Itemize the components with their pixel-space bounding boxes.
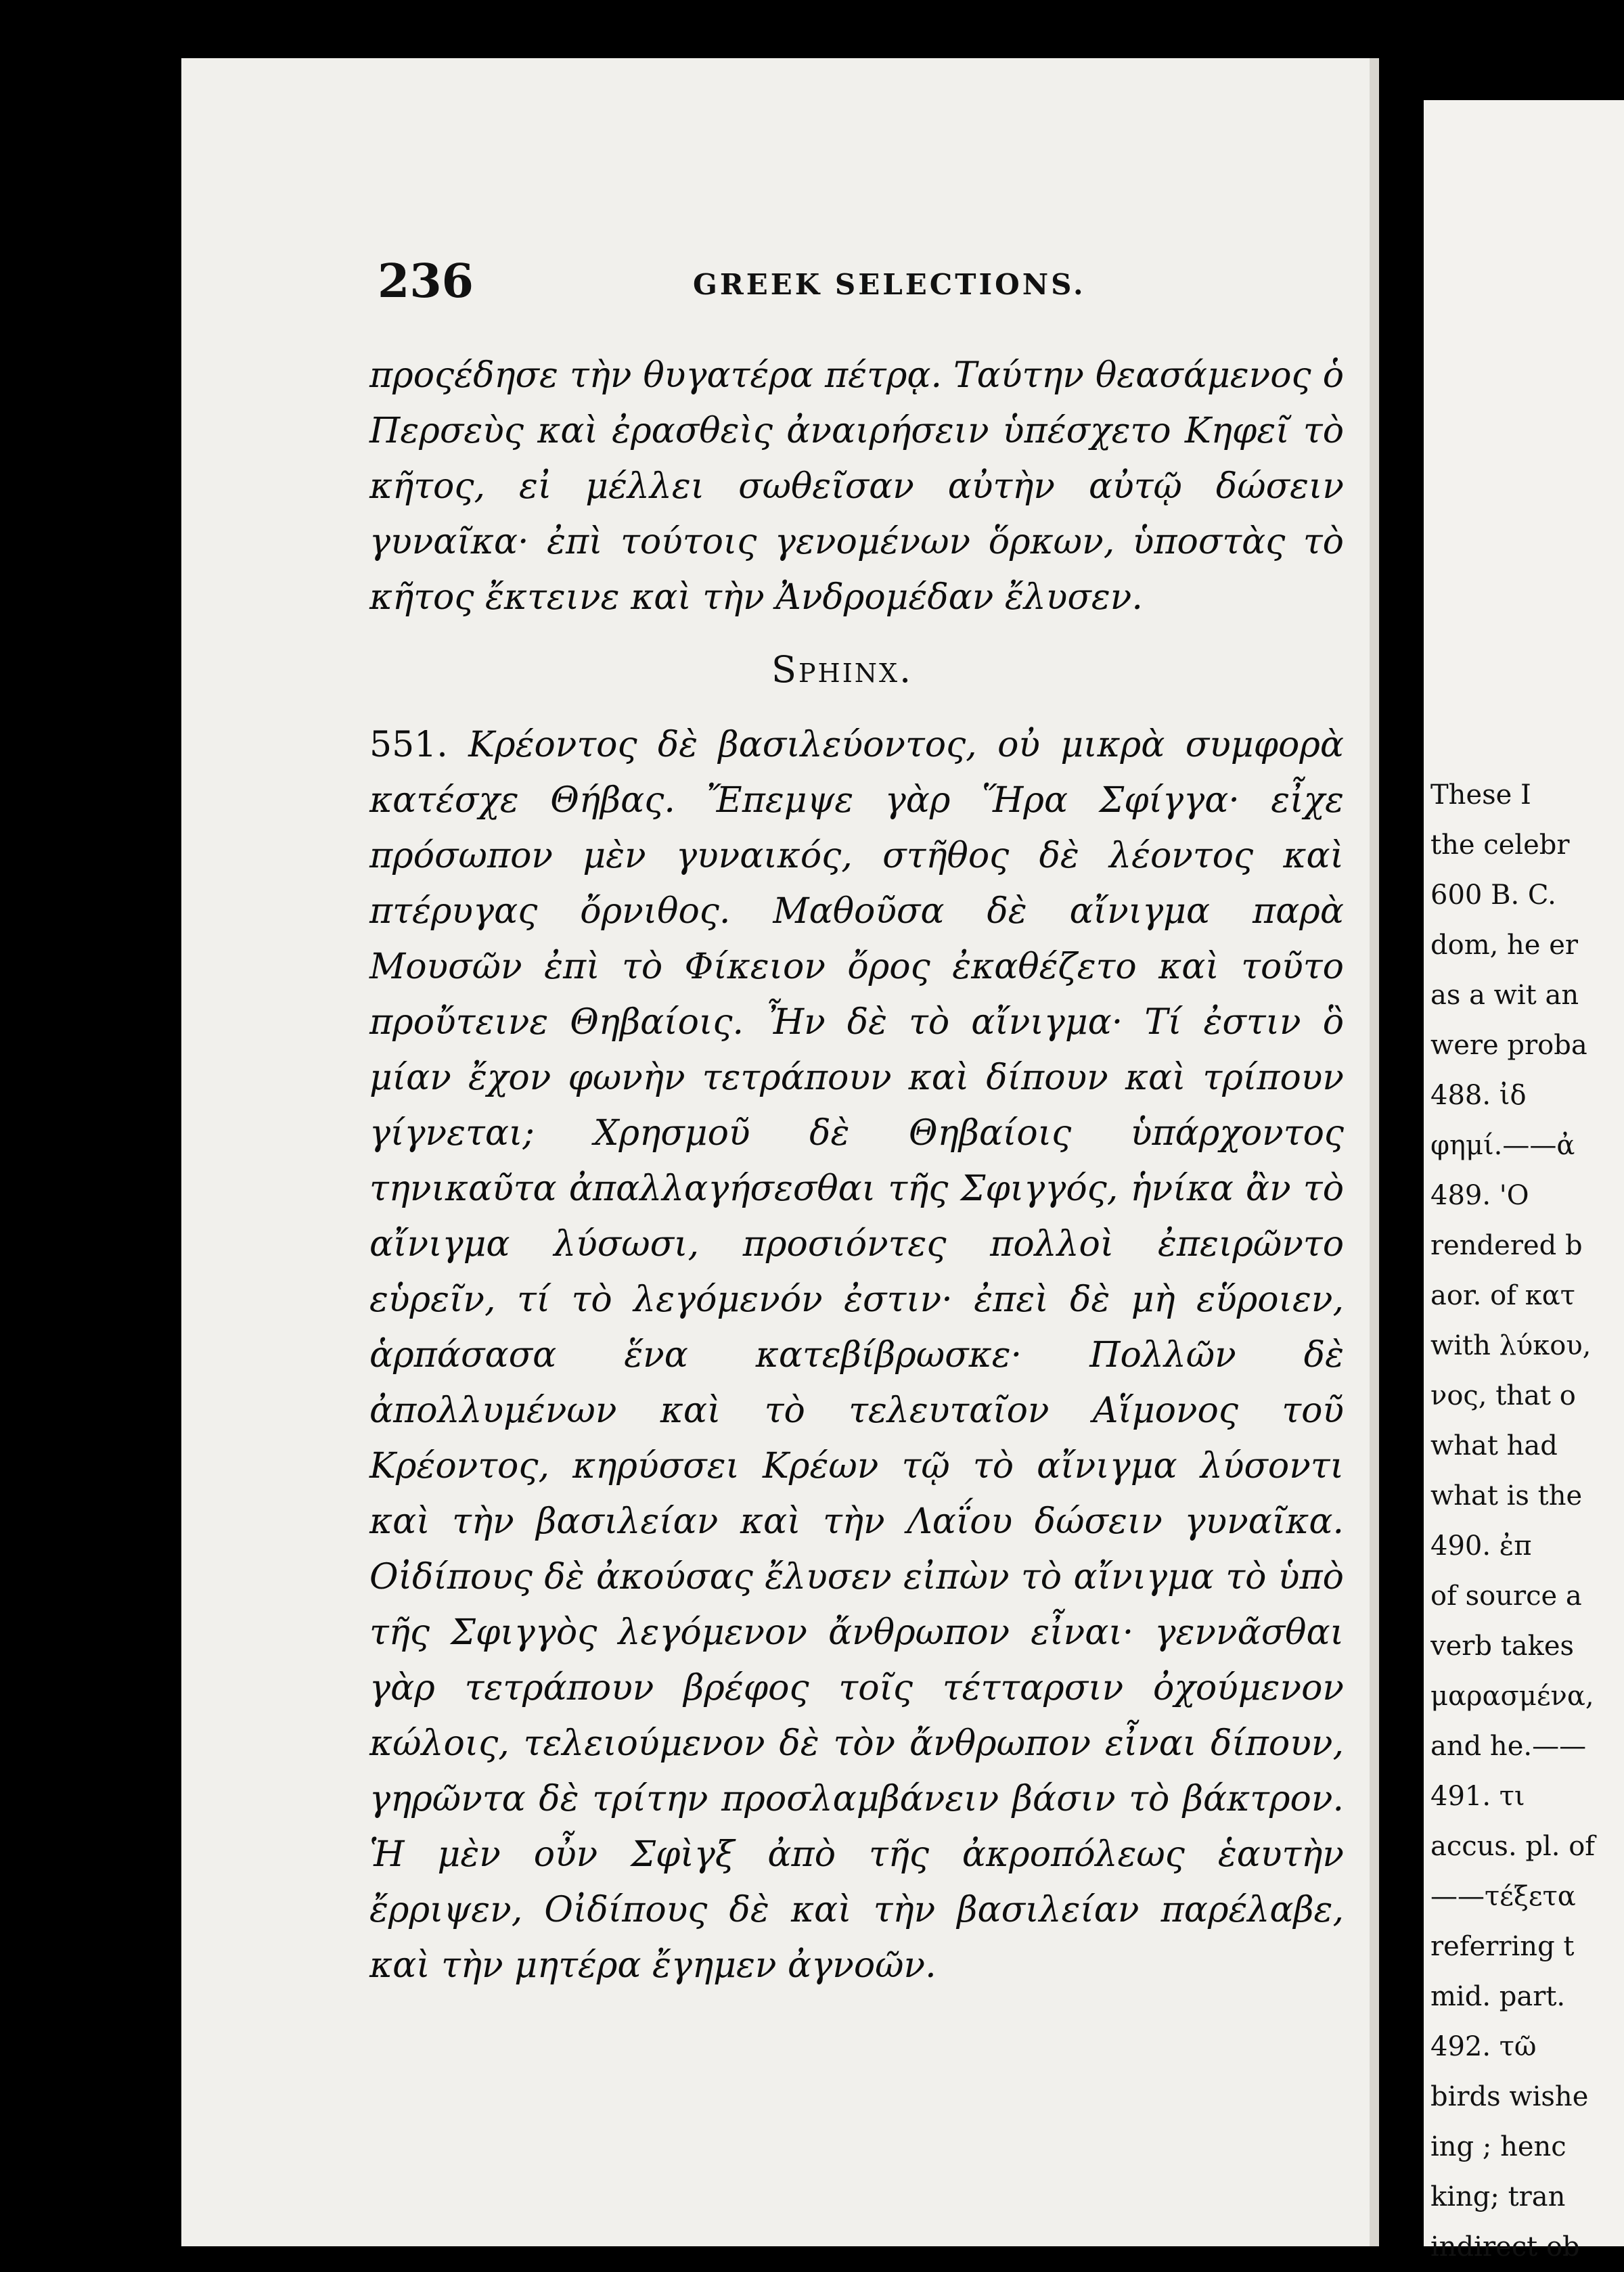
note-line: what is the [1430, 1480, 1583, 1512]
note-line: birds wishe [1430, 2081, 1589, 2112]
note-line: king; tran [1430, 2181, 1566, 2212]
note-line: were proba [1430, 1030, 1587, 1061]
sphinx-text: Κρέοντος δὲ βασιλεύοντος, οὐ μικρὰ συμφορὰ κατέσχε Θήβας. Ἔπεμψε γὰρ Ἥρα Σφίγγα· εἶχε πρόσωπον μὲν γυναικός, στῆθος δὲ λέοντος καὶ πτέρυγας ὄρνιθος. Μαθοῦσα δὲ αἴνιγμα παρὰ Μουσῶν ἐπὶ τὸ Φίκειον ὄρος ἐκαθέζετο καὶ τοῦτο προὔτεινε Θηβαίοις. Ἦν δὲ τὸ αἴνιγμα· Τί ἐστιν ὃ μίαν ἔχον φωνὴν τετράπουν καὶ δίπουν καὶ τρίπουν γίγνεται; Χρησμοῦ δὲ Θηβαίοις ὑπάρχοντος τηνικαῦτα ἀπαλλαγήσεσθαι τῆς Σφιγγός, ἡνίκα ἂν τὸ αἴνιγμα λύσωσι, προσιόντες πολλοὶ ἐπειρῶντο εὑρεῖν, τί τὸ λεγόμενόν ἐστιν· ἐπεὶ δὲ μὴ εὕροιεν, ἁρπάσασα ἕνα κατεβίβρωσκε· Πολλῶν δὲ ἀπολλυμένων καὶ τὸ τελευταῖον Αἵμονος τοῦ Κρέοντος, κηρύσσει Κρέων τῷ τὸ αἴνιγμα λύσοντι καὶ τὴν βασιλείαν καὶ τὴν Λαΐου δώσειν γυναῖκα. Οἰδίπους δὲ ἀκούσας ἔλυσεν εἰπὼν τὸ αἴνιγμα τὸ ὑπὸ τῆς Σφιγγὸς λεγόμενον ἄνθρωπον εἶναι· γεννᾶσθαι γὰρ τετράπουν βρέφος τοῖς τέτταρσιν ὀχούμενον κώλοις, τελειούμενον δὲ τὸν ἄνθρωπον εἶναι δίπουν, γηρῶντα δὲ τρίτην προσλαμβάνειν βάσιν τὸ βάκτρον. Ἡ μὲν οὖν Σφὶγξ ἀπὸ τῆς ἀκροπόλεως ἑαυτὴν ἔρριψεν, Οἰδίπους δὲ καὶ τὴν βασιλείαν παρέλαβε, καὶ τὴν μητέρα ἔγημεν ἀγνοῶν. [369, 725, 1345, 1986]
note-line: accus. pl. of [1430, 1831, 1596, 1862]
section-heading: Sphinx. [771, 648, 914, 691]
right-page-notes [1430, 770, 1620, 2272]
note-line: 489. 'O [1430, 1180, 1529, 1211]
note-line: ——τέξετα [1430, 1881, 1576, 1912]
page-number: 236 [378, 254, 474, 309]
note-line: 600 B. C. [1430, 880, 1556, 911]
note-line: aor. of κατ [1430, 1280, 1575, 1311]
note-line: indirect ob [1430, 2231, 1580, 2263]
note-line: of source a [1430, 1581, 1582, 1612]
book-gutter [1379, 58, 1424, 2246]
sphinx-paragraph [369, 717, 1344, 1993]
paragraph-number: 551. [369, 725, 448, 765]
note-line: 491. τι [1430, 1781, 1525, 1812]
note-line: νος, that o [1430, 1380, 1576, 1411]
note-line: the celebr [1430, 830, 1570, 861]
note-line: mid. part. [1430, 1981, 1566, 2012]
note-line: 490. ἐπ [1430, 1530, 1532, 1562]
note-line: φημί.——ἀ [1430, 1130, 1575, 1161]
intro-paragraph: προςέδησε τὴν θυγατέρα πέτρᾳ. Ταύτην θεασάμενος ὁ Περσεὺς καὶ ἐρασθεὶς ἀναιρήσειν ὑπέσχετο Κηφεῖ τὸ κῆτος, εἰ μέλλει σωθεῖσαν αὐτὴν αὐτῷ δώσειν γυναῖκα· ἐπὶ τούτοις γενομένων ὅρκων, ὑποστὰς τὸ κῆτος ἔκτεινε καὶ τὴν Ἀνδρομέδαν ἔλυσεν. [369, 355, 1344, 618]
note-line: These I [1430, 779, 1531, 811]
note-line: with λύκου, [1430, 1330, 1592, 1361]
note-line: rendered b [1430, 1230, 1583, 1261]
note-line: verb takes [1430, 1631, 1575, 1662]
running-title: GREEK SELECTIONS. [693, 268, 1086, 301]
note-line: 492. τῶ [1430, 2031, 1537, 2062]
note-line: as a wit an [1430, 980, 1579, 1011]
running-head [378, 254, 1338, 315]
note-line: ing ; henc [1430, 2131, 1566, 2162]
note-line: μαρασμένα, [1430, 1681, 1594, 1712]
note-line: referring t [1430, 1931, 1575, 1962]
note-line: what had [1430, 1430, 1558, 1461]
note-line: dom, he er [1430, 930, 1578, 961]
note-line: 488. ἰδ [1430, 1080, 1527, 1111]
note-line: and he.—— [1430, 1731, 1587, 1762]
